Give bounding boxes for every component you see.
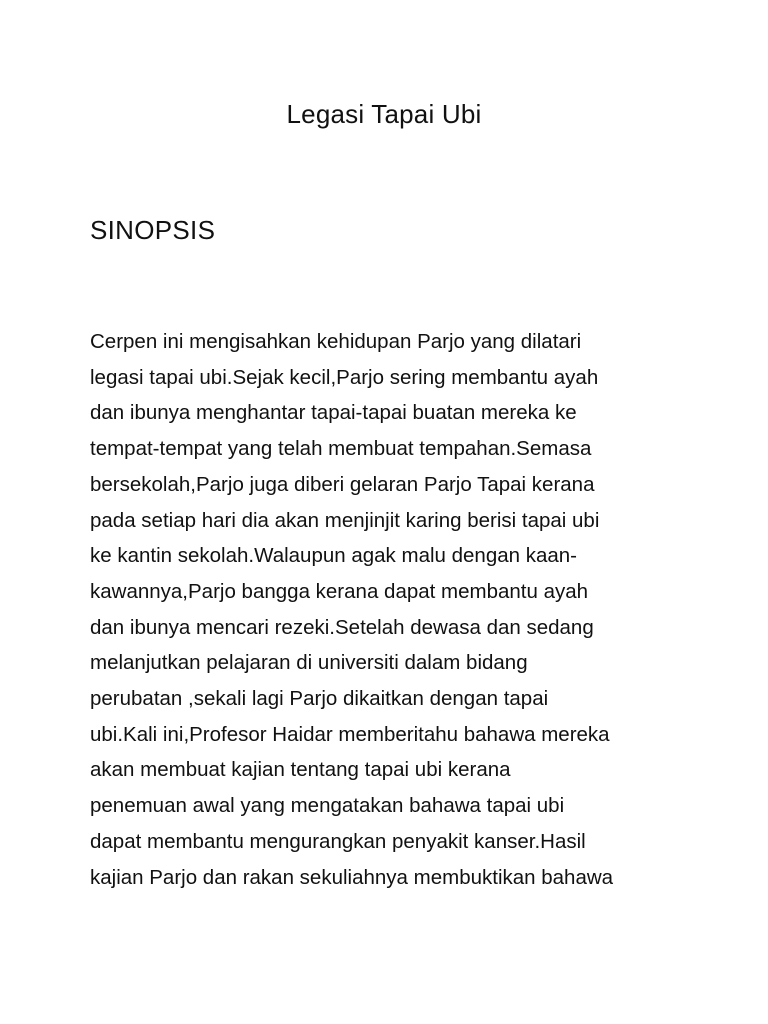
paragraph-line: dapat membantu mengurangkan penyakit kanser.Hasil — [90, 829, 586, 853]
paragraph-line: melanjutkan pelajaran di universiti dalam bidang — [90, 651, 528, 675]
paragraph-line: akan membuat kajian tentang tapai ubi kerana — [90, 758, 511, 782]
paragraph-line: Cerpen ini mengisahkan kehidupan Parjo yang dilatari — [90, 330, 582, 353]
paragraph-line: penemuan awal yang mengatakan bahawa tapai ubi — [90, 794, 565, 818]
paragraph-line: ke kantin sekolah.Walaupun agak malu dengan kaan- — [90, 544, 578, 568]
paragraph-line: ubi.Kali ini,Profesor Haidar memberitahu bahawa mereka — [90, 722, 610, 746]
paragraph-line: legasi tapai ubi.Sejak kecil,Parjo sering membantu ayah — [90, 365, 599, 389]
paragraph-line: pada setiap hari dia akan menjinjit karing berisi tapai ubi — [90, 508, 600, 532]
paragraph-line: kajian Parjo dan rakan sekuliahnya membuktikan bahawa — [90, 865, 614, 889]
paragraph-line: kawannya,Parjo bangga kerana dapat membantu ayah — [90, 579, 589, 603]
synopsis-paragraph — [90, 324, 690, 895]
paragraph-line: tempat-tempat yang telah membuat tempahan.Semasa — [90, 437, 592, 461]
paragraph-line: bersekolah,Parjo juga diberi gelaran Parjo Tapai kerana — [90, 472, 595, 496]
paragraph-line: dan ibunya menghantar tapai-tapai buatan mereka ke — [90, 401, 577, 425]
paragraph-line: perubatan ,sekali lagi Parjo dikaitkan dengan tapai — [90, 687, 549, 711]
document-title: Legasi Tapai Ubi — [286, 99, 482, 129]
section-heading-sinopsis: SINOPSIS — [90, 215, 216, 245]
paragraph-line: dan ibunya mencari rezeki.Setelah dewasa dan sedang — [90, 615, 594, 639]
